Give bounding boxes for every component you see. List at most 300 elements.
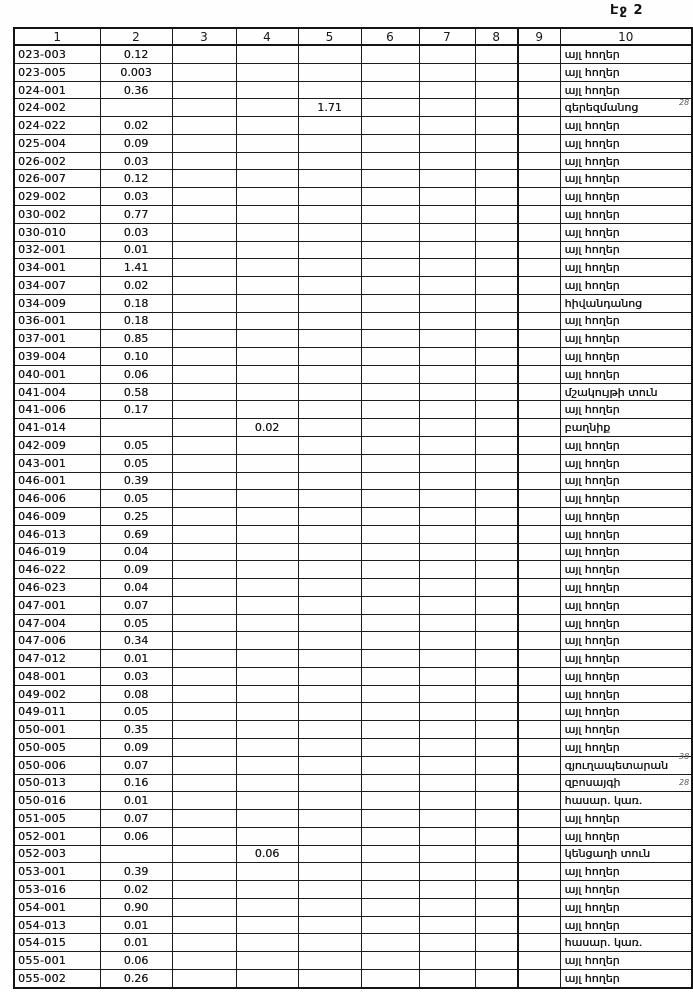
area-value-cell — [475, 45, 518, 63]
area-value-cell — [518, 419, 560, 437]
land-use-cell: այլ հողեր — [560, 579, 692, 597]
parcel-code-cell: 049-011 — [14, 703, 100, 721]
parcel-code-cell: 053-016 — [14, 881, 100, 899]
area-value-cell — [518, 969, 560, 988]
area-value-cell — [475, 845, 518, 863]
area-value-cell — [475, 579, 518, 597]
area-value-cell — [361, 792, 419, 810]
area-value-cell — [518, 774, 560, 792]
area-value-cell — [172, 632, 236, 650]
area-value-cell — [361, 223, 419, 241]
area-value-cell — [518, 81, 560, 99]
area-value-cell — [172, 934, 236, 952]
area-value-cell — [419, 348, 475, 366]
area-value-cell: 0.34 — [100, 632, 172, 650]
parcel-code-cell: 046-023 — [14, 579, 100, 597]
area-value-cell — [518, 365, 560, 383]
area-value-cell: 0.25 — [100, 508, 172, 526]
area-value-cell — [236, 703, 298, 721]
table-row — [14, 330, 692, 348]
area-value-cell — [361, 490, 419, 508]
area-value-cell — [518, 721, 560, 739]
table-row — [14, 969, 692, 988]
area-value-cell — [419, 330, 475, 348]
area-value-cell — [475, 436, 518, 454]
area-value-cell — [361, 312, 419, 330]
area-value-cell — [518, 810, 560, 828]
area-value-cell: 0.003 — [100, 63, 172, 81]
area-value-cell — [298, 667, 361, 685]
area-value-cell — [475, 525, 518, 543]
table-row — [14, 703, 692, 721]
area-value-cell — [236, 756, 298, 774]
land-parcel-table — [13, 27, 693, 989]
land-use-cell: այլ հողեր — [560, 632, 692, 650]
area-value-cell — [236, 863, 298, 881]
area-value-cell — [419, 881, 475, 899]
area-value-cell — [236, 827, 298, 845]
land-use-cell: այլ հողեր — [560, 206, 692, 224]
area-value-cell — [475, 543, 518, 561]
area-value-cell — [298, 436, 361, 454]
area-value-cell — [361, 774, 419, 792]
area-value-cell — [298, 188, 361, 206]
area-value-cell — [518, 845, 560, 863]
area-value-cell — [361, 241, 419, 259]
area-value-cell — [361, 152, 419, 170]
area-value-cell — [475, 703, 518, 721]
column-header: 9 — [518, 28, 560, 45]
area-value-cell — [518, 543, 560, 561]
area-value-cell — [419, 774, 475, 792]
area-value-cell — [419, 614, 475, 632]
parcel-code-cell: 046-009 — [14, 508, 100, 526]
area-value-cell — [475, 81, 518, 99]
table-row — [14, 277, 692, 295]
area-value-cell — [298, 561, 361, 579]
area-value-cell — [100, 99, 172, 117]
table-row — [14, 348, 692, 366]
parcel-code-cell: 041-006 — [14, 401, 100, 419]
column-header: 7 — [419, 28, 475, 45]
area-value-cell — [361, 703, 419, 721]
parcel-code-cell: 048-001 — [14, 667, 100, 685]
area-value-cell — [236, 561, 298, 579]
area-value-cell — [298, 312, 361, 330]
parcel-code-cell: 047-012 — [14, 650, 100, 668]
area-value-cell — [236, 916, 298, 934]
area-value-cell — [172, 721, 236, 739]
area-value-cell: 0.03 — [100, 152, 172, 170]
area-value-cell: 0.02 — [100, 277, 172, 295]
table-row — [14, 134, 692, 152]
area-value-cell: 0.09 — [100, 738, 172, 756]
area-value-cell: 0.85 — [100, 330, 172, 348]
parcel-code-cell: 047-004 — [14, 614, 100, 632]
area-value-cell — [172, 845, 236, 863]
land-use-cell: այլ հողեր — [560, 952, 692, 970]
land-use-cell: այլ հողեր — [560, 365, 692, 383]
area-value-cell — [100, 419, 172, 437]
area-value-cell — [361, 827, 419, 845]
area-value-cell — [172, 969, 236, 988]
table-row — [14, 45, 692, 63]
area-value-cell — [236, 223, 298, 241]
area-value-cell: 0.05 — [100, 436, 172, 454]
area-value-cell — [361, 543, 419, 561]
area-value-cell — [298, 277, 361, 295]
area-value-cell — [298, 738, 361, 756]
table-row — [14, 614, 692, 632]
table-body — [14, 45, 692, 988]
area-value-cell — [475, 916, 518, 934]
area-value-cell — [419, 259, 475, 277]
parcel-code-cell: 046-006 — [14, 490, 100, 508]
area-value-cell — [172, 579, 236, 597]
area-value-cell — [236, 614, 298, 632]
area-value-cell — [236, 206, 298, 224]
land-use-cell: այլ հողեր — [560, 490, 692, 508]
parcel-code-cell: 046-013 — [14, 525, 100, 543]
area-value-cell: 0.03 — [100, 188, 172, 206]
area-value-cell — [475, 454, 518, 472]
area-value-cell — [419, 667, 475, 685]
area-value-cell — [518, 259, 560, 277]
area-value-cell — [518, 916, 560, 934]
area-value-cell — [172, 312, 236, 330]
area-value-cell — [361, 810, 419, 828]
land-use-cell: այլ հողեր — [560, 241, 692, 259]
area-value-cell — [518, 596, 560, 614]
area-value-cell — [419, 969, 475, 988]
area-value-cell — [518, 614, 560, 632]
area-value-cell: 0.39 — [100, 472, 172, 490]
area-value-cell — [419, 365, 475, 383]
area-value-cell — [236, 294, 298, 312]
area-value-cell — [419, 81, 475, 99]
area-value-cell — [419, 863, 475, 881]
area-value-cell — [361, 81, 419, 99]
area-value-cell — [236, 490, 298, 508]
area-value-cell — [475, 99, 518, 117]
area-value-cell — [419, 436, 475, 454]
land-use-cell: այլ հողեր — [560, 454, 692, 472]
area-value-cell — [518, 632, 560, 650]
area-value-cell — [361, 277, 419, 295]
area-value-cell — [361, 99, 419, 117]
parcel-code-cell: 049-002 — [14, 685, 100, 703]
area-value-cell — [475, 934, 518, 952]
area-value-cell — [361, 508, 419, 526]
area-value-cell — [236, 277, 298, 295]
handwritten-margin-note: 38 — [679, 752, 690, 761]
area-value-cell — [361, 738, 419, 756]
table-row — [14, 312, 692, 330]
land-use-cell: մշակույթի տուն — [560, 383, 692, 401]
area-value-cell — [475, 952, 518, 970]
parcel-code-cell: 023-005 — [14, 63, 100, 81]
table-row — [14, 774, 692, 792]
area-value-cell: 0.90 — [100, 898, 172, 916]
area-value-cell — [172, 383, 236, 401]
area-value-cell: 0.39 — [100, 863, 172, 881]
area-value-cell — [419, 508, 475, 526]
area-value-cell — [298, 241, 361, 259]
column-header: 5 — [298, 28, 361, 45]
table-row — [14, 365, 692, 383]
area-value-cell — [475, 152, 518, 170]
area-value-cell — [298, 490, 361, 508]
area-value-cell — [518, 898, 560, 916]
table-row — [14, 294, 692, 312]
parcel-code-cell: 023-003 — [14, 45, 100, 63]
area-value-cell — [298, 721, 361, 739]
area-value-cell — [475, 188, 518, 206]
area-value-cell — [361, 596, 419, 614]
area-value-cell — [475, 685, 518, 703]
area-value-cell — [236, 365, 298, 383]
handwritten-margin-note: 28 — [679, 778, 690, 787]
area-value-cell — [361, 454, 419, 472]
area-value-cell — [361, 134, 419, 152]
area-value-cell — [518, 525, 560, 543]
area-value-cell — [236, 401, 298, 419]
area-value-cell: 0.03 — [100, 667, 172, 685]
area-value-cell: 0.12 — [100, 45, 172, 63]
parcel-code-cell: 041-014 — [14, 419, 100, 437]
area-value-cell — [172, 401, 236, 419]
area-value-cell — [518, 188, 560, 206]
table-row — [14, 63, 692, 81]
land-use-cell: այլ հողեր — [560, 330, 692, 348]
area-value-cell: 0.05 — [100, 614, 172, 632]
area-value-cell: 0.04 — [100, 543, 172, 561]
area-value-cell — [298, 827, 361, 845]
area-value-cell — [475, 401, 518, 419]
area-value-cell: 0.12 — [100, 170, 172, 188]
area-value-cell — [518, 277, 560, 295]
area-value-cell — [236, 330, 298, 348]
area-value-cell — [518, 454, 560, 472]
area-value-cell: 0.06 — [100, 365, 172, 383]
column-header: 4 — [236, 28, 298, 45]
land-use-cell: այլ հողեր — [560, 881, 692, 899]
area-value-cell — [419, 898, 475, 916]
area-value-cell — [236, 99, 298, 117]
parcel-code-cell: 050-006 — [14, 756, 100, 774]
area-value-cell — [419, 223, 475, 241]
table-row — [14, 596, 692, 614]
area-value-cell — [419, 845, 475, 863]
area-value-cell — [475, 206, 518, 224]
parcel-code-cell: 054-015 — [14, 934, 100, 952]
table-row — [14, 579, 692, 597]
area-value-cell — [475, 632, 518, 650]
area-value-cell: 0.01 — [100, 792, 172, 810]
land-use-cell: այլ հողեր — [560, 259, 692, 277]
area-value-cell — [172, 241, 236, 259]
table-row — [14, 632, 692, 650]
table-row — [14, 152, 692, 170]
area-value-cell — [361, 436, 419, 454]
area-value-cell — [298, 152, 361, 170]
area-value-cell — [236, 934, 298, 952]
area-value-cell — [236, 508, 298, 526]
parcel-code-cell: 055-002 — [14, 969, 100, 988]
area-value-cell — [298, 206, 361, 224]
area-value-cell — [361, 525, 419, 543]
area-value-cell — [518, 703, 560, 721]
area-value-cell — [518, 383, 560, 401]
area-value-cell — [298, 365, 361, 383]
area-value-cell — [475, 472, 518, 490]
area-value-cell — [172, 561, 236, 579]
area-value-cell — [236, 259, 298, 277]
table-row — [14, 259, 692, 277]
land-use-cell: այլ հողեր — [560, 969, 692, 988]
area-value-cell — [361, 685, 419, 703]
land-use-cell: այլ հողեր — [560, 525, 692, 543]
area-value-cell — [361, 348, 419, 366]
area-value-cell — [172, 650, 236, 668]
area-value-cell — [172, 152, 236, 170]
table-row — [14, 810, 692, 828]
area-value-cell — [518, 579, 560, 597]
area-value-cell — [236, 63, 298, 81]
area-value-cell — [419, 579, 475, 597]
area-value-cell — [518, 330, 560, 348]
table-row — [14, 916, 692, 934]
area-value-cell — [419, 383, 475, 401]
area-value-cell — [518, 952, 560, 970]
area-value-cell — [172, 277, 236, 295]
parcel-code-cell: 042-009 — [14, 436, 100, 454]
area-value-cell — [236, 134, 298, 152]
area-value-cell — [475, 490, 518, 508]
area-value-cell — [298, 703, 361, 721]
area-value-cell: 0.04 — [100, 579, 172, 597]
area-value-cell — [236, 436, 298, 454]
land-use-cell: զբոսայգի — [560, 774, 692, 792]
area-value-cell — [236, 881, 298, 899]
area-value-cell — [236, 383, 298, 401]
parcel-code-cell: 046-001 — [14, 472, 100, 490]
parcel-code-cell: 036-001 — [14, 312, 100, 330]
area-value-cell — [419, 810, 475, 828]
area-value-cell — [475, 419, 518, 437]
area-value-cell — [419, 596, 475, 614]
table-row — [14, 117, 692, 135]
land-use-cell: այլ հողեր — [560, 863, 692, 881]
area-value-cell — [518, 401, 560, 419]
area-value-cell — [236, 667, 298, 685]
area-value-cell — [298, 952, 361, 970]
area-value-cell — [298, 45, 361, 63]
area-value-cell — [172, 294, 236, 312]
area-value-cell — [172, 490, 236, 508]
area-value-cell — [172, 365, 236, 383]
area-value-cell: 0.35 — [100, 721, 172, 739]
area-value-cell — [518, 312, 560, 330]
area-value-cell — [172, 543, 236, 561]
parcel-code-cell: 046-022 — [14, 561, 100, 579]
area-value-cell — [518, 667, 560, 685]
area-value-cell — [475, 827, 518, 845]
area-value-cell — [236, 525, 298, 543]
area-value-cell — [298, 792, 361, 810]
area-value-cell: 0.07 — [100, 756, 172, 774]
area-value-cell — [419, 454, 475, 472]
area-value-cell — [419, 738, 475, 756]
area-value-cell — [172, 188, 236, 206]
table-row — [14, 223, 692, 241]
area-value-cell — [361, 472, 419, 490]
table-row — [14, 756, 692, 774]
parcel-code-cell: 032-001 — [14, 241, 100, 259]
area-value-cell — [475, 294, 518, 312]
area-value-cell — [361, 419, 419, 437]
area-value-cell — [419, 472, 475, 490]
area-value-cell — [475, 881, 518, 899]
area-value-cell: 1.41 — [100, 259, 172, 277]
area-value-cell — [475, 667, 518, 685]
area-value-cell — [236, 454, 298, 472]
parcel-code-cell: 029-002 — [14, 188, 100, 206]
table-row — [14, 206, 692, 224]
area-value-cell — [172, 63, 236, 81]
area-value-cell: 0.01 — [100, 241, 172, 259]
table-row — [14, 383, 692, 401]
handwritten-margin-note: 28 — [679, 98, 690, 107]
area-value-cell — [236, 898, 298, 916]
land-use-cell: այլ հողեր — [560, 472, 692, 490]
area-value-cell — [518, 206, 560, 224]
area-value-cell — [518, 881, 560, 899]
area-value-cell — [518, 294, 560, 312]
area-value-cell: 0.69 — [100, 525, 172, 543]
area-value-cell — [172, 117, 236, 135]
area-value-cell — [298, 330, 361, 348]
area-value-cell — [419, 650, 475, 668]
area-value-cell — [236, 650, 298, 668]
area-value-cell — [172, 45, 236, 63]
area-value-cell: 0.10 — [100, 348, 172, 366]
parcel-code-cell: 054-013 — [14, 916, 100, 934]
parcel-code-cell: 030-002 — [14, 206, 100, 224]
area-value-cell — [298, 650, 361, 668]
area-value-cell — [172, 330, 236, 348]
area-value-cell — [298, 863, 361, 881]
area-value-cell — [298, 898, 361, 916]
area-value-cell — [236, 81, 298, 99]
land-use-cell: այլ հողեր — [560, 223, 692, 241]
area-value-cell — [518, 223, 560, 241]
area-value-cell — [236, 721, 298, 739]
area-value-cell — [172, 827, 236, 845]
area-value-cell — [475, 614, 518, 632]
area-value-cell — [236, 738, 298, 756]
land-use-cell: այլ հողեր — [560, 916, 692, 934]
area-value-cell: 0.09 — [100, 134, 172, 152]
table-row — [14, 845, 692, 863]
area-value-cell — [236, 579, 298, 597]
area-value-cell — [419, 312, 475, 330]
area-value-cell — [172, 206, 236, 224]
parcel-code-cell: 051-005 — [14, 810, 100, 828]
table-row — [14, 738, 692, 756]
area-value-cell — [419, 934, 475, 952]
area-value-cell — [475, 792, 518, 810]
